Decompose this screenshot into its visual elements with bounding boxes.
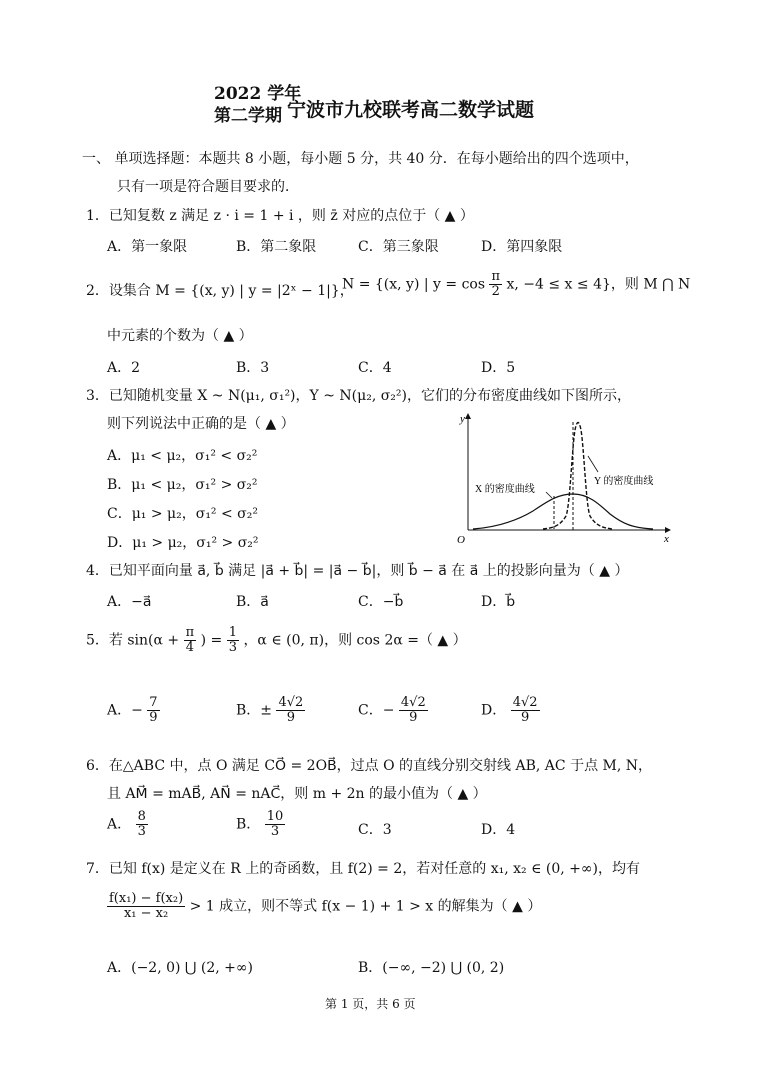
q4-option-a: A．−a⃗ (107, 594, 152, 610)
q5-frac-2-den: 3 (228, 640, 237, 655)
q5-frac-1 (184, 626, 197, 655)
q5-frac-2 (227, 626, 239, 655)
q5-option-d-num: 4√2 (512, 695, 538, 710)
q1-option-b: B．第二象限 (236, 239, 317, 255)
q2-stem-b-group (342, 270, 690, 299)
q5-option-b-den: 9 (286, 710, 296, 725)
q5-option-d (481, 696, 540, 725)
q5-frac-1-den: 4 (185, 640, 194, 655)
q6-option-b (236, 810, 285, 839)
q3-option-c: C．μ₁ > μ₂，σ₁² < σ₂² (107, 506, 258, 522)
origin-label: O (457, 534, 465, 546)
q5-option-d-den: 9 (520, 710, 530, 725)
q2-stem-c: x, −4 ≤ x ≤ 4}，则 M ⋂ N (506, 276, 691, 293)
q1-option-d: D．第四象限 (481, 239, 563, 255)
q2-frac-num: π (491, 269, 501, 284)
q5-option-b-num: 4√2 (278, 695, 304, 710)
q4-stem: 4．已知平面向量 a⃗, b⃗ 满足 |a⃗ + b⃗| = |a⃗ − b⃗|，则 b⃗ − a⃗ 在 a⃗ 上的投影向量为（ ▲ ） (86, 563, 629, 579)
q2-option-a: A．2 (107, 360, 141, 376)
q5-option-a-num: 7 (149, 695, 158, 710)
exam-year: 2022 学年 (214, 84, 302, 104)
q2-stem-b: N = {(x, y) | y = cos (342, 276, 486, 293)
q5-option-c (358, 696, 428, 725)
q7-stem-cont-group (107, 892, 541, 921)
y-axis-label: y (460, 413, 465, 425)
q7-fraction (107, 892, 185, 921)
x-curve-label: X 的密度曲线 (475, 484, 535, 495)
q6-option-c: C．3 (358, 822, 392, 838)
y-curve-label: Y 的密度曲线 (594, 476, 654, 487)
q1-option-a: A．第一象限 (107, 239, 188, 255)
q6-option-b-prefix: B． (236, 816, 261, 833)
q5-option-c-prefix: C．− (358, 702, 395, 719)
q5-option-b (236, 696, 305, 725)
q2-option-d: D．5 (481, 360, 516, 376)
q5-option-a (107, 696, 160, 725)
q2-stem-a: 2．设集合 M = {(x, y) | y = |2ˣ − 1|}， (86, 283, 354, 299)
q5-option-c-den: 9 (409, 710, 418, 725)
y-label-leader (588, 456, 598, 472)
x-density-curve (473, 494, 653, 529)
q5-option-d-prefix: D． (481, 702, 507, 719)
section-heading-cont: 只有一项是符合题目要求的． (117, 179, 299, 195)
x-axis-label: x (664, 533, 669, 545)
page-title: 宁波市九校联考高二数学试题 (287, 99, 535, 121)
density-curve-figure (448, 408, 678, 548)
q7-frac-num: f(x₁) − f(x₂) (109, 891, 184, 906)
x-label-leader (546, 492, 552, 498)
q6-option-b-num: 10 (266, 809, 284, 824)
q6-option-a-prefix: A． (107, 816, 132, 833)
q5-option-b-prefix: B．± (236, 702, 273, 719)
q5-option-c-num: 4√2 (400, 695, 426, 710)
q5-stem-group (86, 626, 467, 655)
q5-stem-b: ) = (200, 632, 223, 649)
q5-frac-2-num: 1 (228, 625, 237, 640)
q5-stem-c: ，α ∈ (0, π)，则 cos 2α =（ ▲ ） (243, 632, 467, 649)
q6-option-d: D．4 (481, 822, 516, 838)
q7-option-a: A．(−2, 0) ⋃ (2, +∞) (107, 960, 253, 976)
q6-option-b-den: 3 (270, 824, 280, 839)
q2-option-b: B．3 (236, 360, 270, 376)
section-heading: 一、 单项选择题：本题共 8 小题，每小题 5 分，共 40 分．在每小题给出的四个选项中， (82, 151, 639, 167)
q7-option-b: B．(−∞, −2) ⋃ (0, 2) (358, 960, 505, 976)
q2-option-c: C．4 (358, 360, 392, 376)
q6-stem: 6．在△ABC 中，点 O 满足 CO⃗ = 2OB⃗，过点 O 的直线分别交射线 AB, AC 于点 M, N， (86, 758, 653, 774)
q5-frac-1-num: π (185, 625, 195, 640)
q2-fraction (489, 270, 502, 299)
q7-stem-cont: > 1 成立，则不等式 f(x − 1) + 1 > x 的解集为（ ▲ ） (189, 898, 542, 915)
q3-option-d: D．μ₁ > μ₂，σ₁² > σ₂² (107, 535, 259, 551)
q5-option-a-den: 9 (149, 710, 158, 725)
q6-option-a-den: 3 (137, 824, 146, 839)
q7-frac-den: x₁ − x₂ (123, 906, 169, 921)
q6-stem-cont: 且 AM⃗ = mAB⃗, AN⃗ = nAC⃗，则 m + 2n 的最小值为（ ▲ ） (107, 786, 487, 802)
q4-option-b: B．a⃗ (236, 594, 269, 610)
q2-frac-den: 2 (491, 284, 500, 299)
q7-stem: 7．已知 f(x) 是定义在 R 上的奇函数，且 f(2) = 2，若对任意的 x₁, x₂ ∈ (0, +∞)，均有 (86, 861, 641, 877)
q4-option-d: D．b⃗ (481, 594, 516, 610)
q2-stem-cont: 中元素的个数为（ ▲ ） (107, 328, 253, 344)
q1-stem: 1．已知复数 z 满足 z · i = 1 + i ，则 z̄ 对应的点位于（ ▲ ） (86, 208, 474, 224)
q4-option-c: C．−b⃗ (358, 594, 404, 610)
exam-term: 第二学期 (214, 106, 282, 126)
q1-option-c: C．第三象限 (358, 239, 439, 255)
q3-option-a: A．μ₁ < μ₂，σ₁² < σ₂² (107, 448, 258, 464)
q3-option-b: B．μ₁ < μ₂，σ₁² > σ₂² (107, 477, 258, 493)
q5-stem-a: 5．若 sin(α + (86, 632, 180, 649)
q5-option-a-prefix: A．− (107, 702, 143, 719)
q3-stem-cont: 则下列说法中正确的是（ ▲ ） (107, 416, 295, 432)
q6-option-a (107, 810, 148, 839)
q6-option-a-num: 8 (137, 809, 146, 824)
q3-stem: 3．已知随机变量 X ~ N(μ₁, σ₁²)，Y ~ N(μ₂, σ₂²)，它们的分布密度曲线如下图所示， (86, 388, 631, 404)
page-footer: 第 1 页，共 6 页 (325, 997, 416, 1011)
